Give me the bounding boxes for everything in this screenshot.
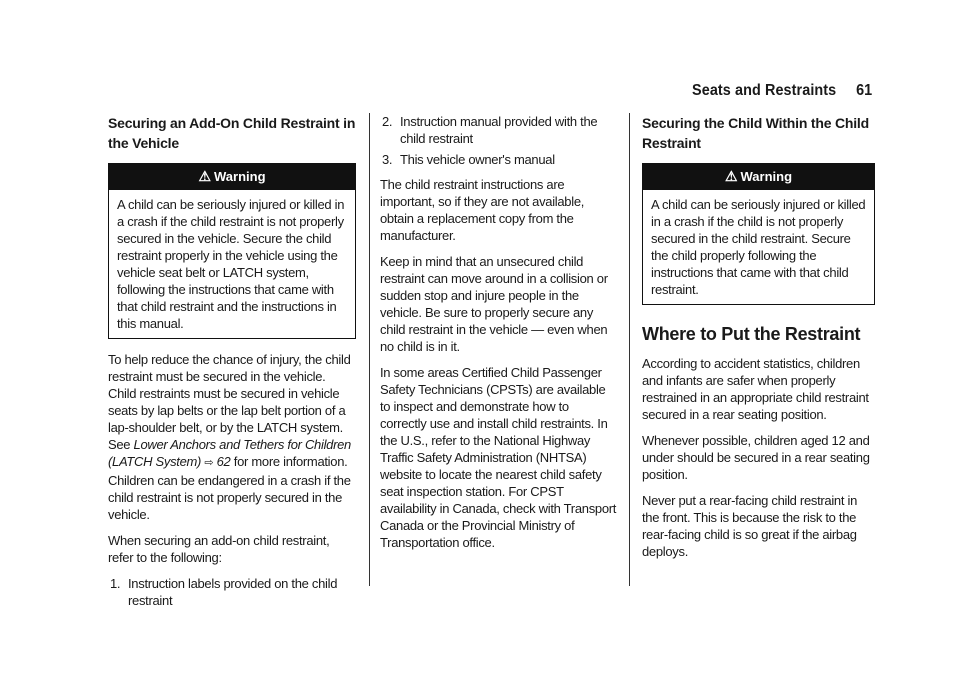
warning-triangle-icon: ⚠ [198, 168, 212, 184]
list-item: 2. Instruction manual provided with the child restraint [382, 114, 598, 146]
section-heading: Securing an Add-On Child Restraint in the Vehicle [108, 115, 356, 151]
page-header [692, 82, 872, 100]
paragraph: Never put a rear-facing child restraint in the front. This is because the risk to the rear-facing child is so great if the airbag deploys. [642, 493, 858, 559]
warning-box [642, 163, 875, 305]
page-reference[interactable]: 62 [216, 454, 231, 469]
warning-header [109, 164, 355, 190]
numbered-list [380, 113, 618, 168]
section-heading-large: Where to Put the Restraint [642, 324, 861, 344]
warning-header [643, 164, 874, 190]
paragraph: The child restraint instructions are important, so if they are not available, obtain a replacement copy from the manufacturer. [380, 177, 585, 243]
list-item: 1. Instruction labels provided on the child restraint [110, 576, 338, 608]
paragraph: In some areas Certified Child Passenger Safety Technicians (CPSTs) are available to inspect and demonstrate how to correctly use and install child restraints. In the U.S., refer to the National Highway Traffic Safety Administration (NHTSA) website to locate the nearest child safety seat inspection station. For CPST availability in Canada, check with Transport Canada or the Provincial Ministry of Transportation office. [380, 365, 617, 550]
page-reference-icon: ⇨ [204, 457, 214, 469]
cross-reference-link[interactable]: Lower Anchors and Tethers for Children (LATCH System) [108, 437, 351, 469]
warning-text: A child can be seriously injured or killed in a crash if the child is not properly secured in the child restraint. Secure the child properly following the instructions that came with that child restraint. [651, 197, 866, 297]
column-2 [380, 113, 618, 586]
page-number: 61 [855, 82, 872, 99]
paragraph: When securing an add-on child restraint, refer to the following: [108, 533, 330, 565]
warning-text: A child can be seriously injured or killed in a crash if the child restraint is not properly secured in the vehicle. Secure the child restraint properly in the vehicle using the vehicle seat belt or LATCH system, following the instructions that came with that child restraint and the instructions in this manual. [117, 197, 345, 331]
section-heading: Securing the Child Within the Child Restraint [642, 115, 869, 151]
warning-box [108, 163, 356, 339]
column-3 [642, 113, 875, 586]
paragraph: Keep in mind that an unsecured child restraint can move around in a collision or sudden stop and injure people in the vehicle. Be sure to properly secure any child restraint in the vehicle — even when no child is in it. [380, 254, 608, 354]
warning-label: Warning [214, 169, 266, 184]
paragraph: According to accident statistics, children and infants are safer when properly restrained in an appropriate child restraint secured in a rear seating position. [642, 356, 869, 422]
column-divider [629, 113, 630, 586]
column-divider [369, 113, 370, 586]
warning-label: Warning [740, 169, 793, 184]
paragraph: Whenever possible, children aged 12 and under should be secured in a rear seating position. [642, 433, 870, 482]
column-1 [108, 113, 356, 608]
section-title: Seats and Restraints [691, 82, 836, 99]
list-item: 3. This vehicle owner's manual [382, 152, 555, 167]
warning-triangle-icon: ⚠ [724, 168, 738, 184]
paragraph: To help reduce the chance of injury, the child restraint must be secured in the vehicle. Child restraints must be secured in vehicle seats by lap belts or the lap belt portion of a lap-shoulder belt, or by the LATCH system. See Lower Anchors and Tethers for Children (LATCH System) ⇨ 62 for more information. Children can be endangered in a crash if the child restraint is not properly secured in the vehicle. [108, 352, 351, 522]
numbered-list [108, 575, 356, 609]
